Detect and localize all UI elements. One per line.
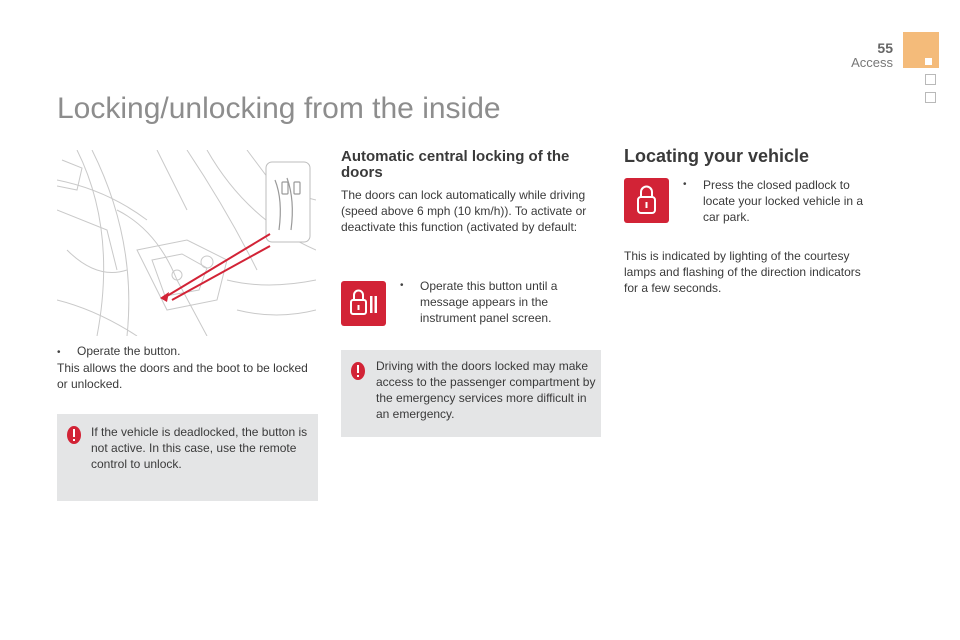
right-heading: Locating your vehicle [624, 146, 810, 166]
middle-description: The doors can lock automatically while driving (speed above 6 mph (10 km/h)). To activate or deactivate this function (activated by default: [341, 188, 587, 234]
left-description: This allows the doors and the boot to be locked or unlocked. [57, 361, 308, 391]
lock-button-illustration [341, 281, 386, 326]
left-warning-box [57, 414, 318, 501]
page-number: 55 [877, 40, 893, 56]
warning-icon [67, 426, 81, 449]
bullet-icon: • [400, 280, 404, 291]
right-description: This is indicated by lighting of the courtesy lamps and flashing of the direction indicators for a few seconds. [624, 249, 861, 295]
section-tab-marker [925, 58, 932, 65]
warning-icon [351, 362, 365, 385]
bullet-icon: • [57, 347, 61, 358]
left-warning-text: If the vehicle is deadlocked, the button is not active. In this case, use the remote control to unlock. [91, 425, 308, 471]
section-tab-empty-2 [925, 92, 936, 103]
left-step [57, 343, 319, 361]
bullet-icon: • [683, 179, 687, 190]
section-tab-empty-1 [925, 74, 936, 85]
middle-warning-box [341, 350, 601, 437]
left-step-text: Operate the button. [77, 344, 181, 358]
middle-step-text: Operate this button until a message appears in the instrument panel screen. [420, 279, 558, 325]
section-tab [903, 32, 939, 68]
middle-step [400, 278, 580, 326]
section-name: Access [851, 55, 893, 70]
dashboard-illustration [57, 150, 316, 336]
middle-heading: Automatic central locking of the doors [341, 148, 570, 181]
middle-warning-text: Driving with the doors locked may make access to the passenger compartment by the emergency services more difficult in an emergency. [376, 359, 596, 421]
page-title: Locking/unlocking from the inside [57, 92, 501, 125]
right-step [683, 177, 878, 225]
right-step-text: Press the closed padlock to locate your locked vehicle in a car park. [703, 178, 864, 224]
padlock-button-illustration [624, 178, 669, 223]
